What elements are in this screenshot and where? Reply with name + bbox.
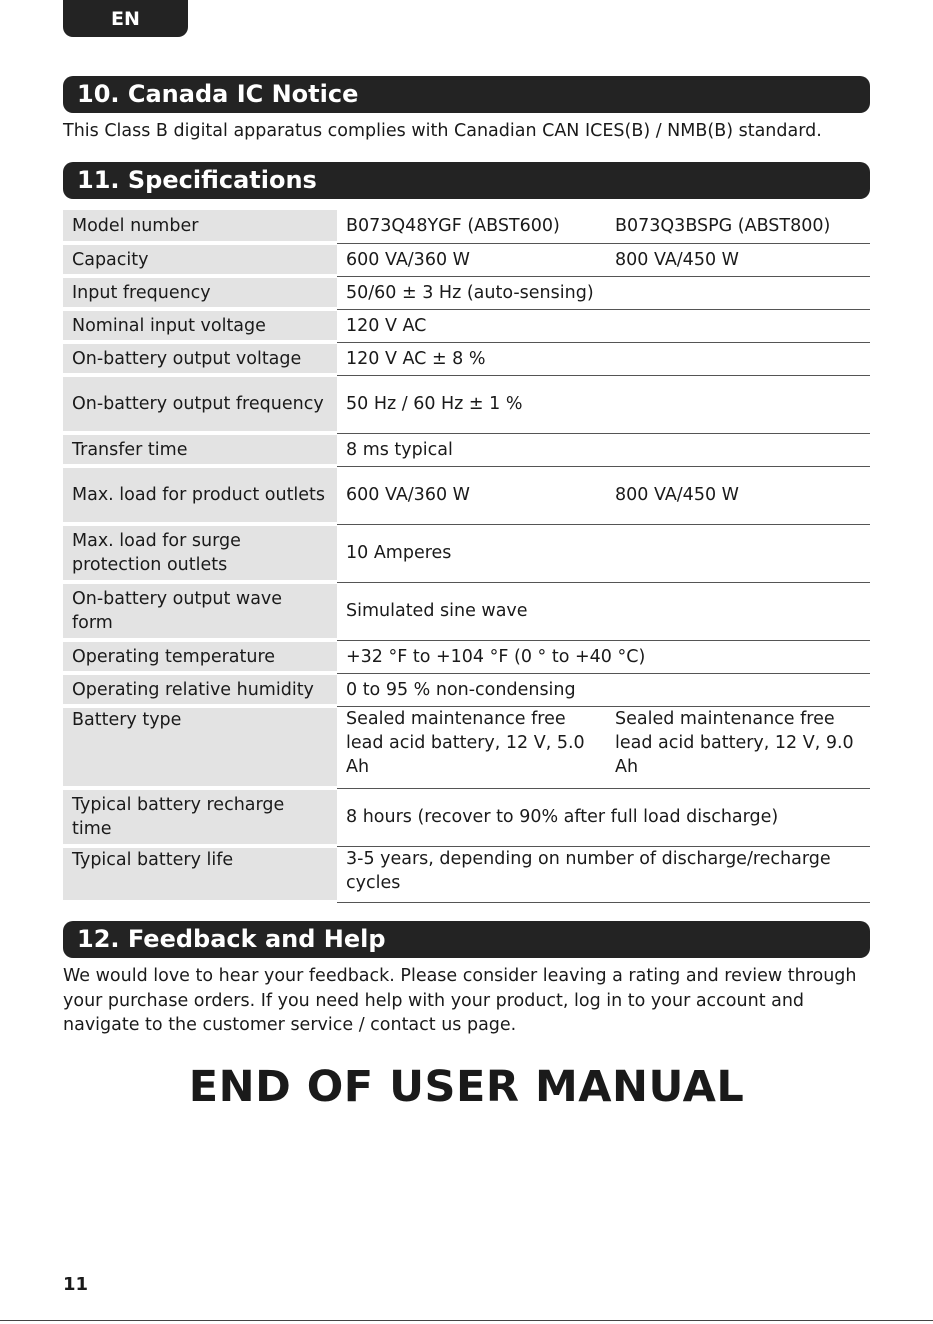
spec-value-abst800: B073Q3BSPG (ABST800) bbox=[606, 210, 870, 243]
spec-value: 50/60 ± 3 Hz (auto-sensing) bbox=[337, 276, 870, 309]
page-number: 11 bbox=[63, 1274, 89, 1295]
spec-row bbox=[63, 673, 870, 706]
section-10-text: This Class B digital apparatus complies with Canadian CAN ICES(B) / NMB(B) standard. bbox=[63, 121, 822, 141]
spec-label: Max. load for product outlets bbox=[63, 466, 337, 524]
spec-value: Simulated sine wave bbox=[337, 582, 870, 640]
end-of-manual-title: END OF USER MANUAL bbox=[188, 1062, 745, 1112]
section-12-text: We would love to hear your feedback. Please consider leaving a rating and review through your purchase orders. If you need help with your product, log in to your account and navigate to the customer service / contact us page. bbox=[63, 966, 857, 1035]
specifications-table bbox=[63, 210, 870, 904]
spec-value-abst600: B073Q48YGF (ABST600) bbox=[337, 210, 606, 243]
spec-label: Nominal input voltage bbox=[63, 309, 337, 342]
spec-row bbox=[63, 706, 870, 788]
spec-label: On-battery output voltage bbox=[63, 342, 337, 375]
spec-label: Typical battery life bbox=[63, 846, 337, 902]
spec-row bbox=[63, 846, 870, 902]
section-10-heading: 10. Canada IC Notice bbox=[63, 76, 870, 113]
spec-row bbox=[63, 375, 870, 433]
spec-label: On-battery output frequency bbox=[63, 375, 337, 433]
section-11-heading: 11. Specifications bbox=[63, 162, 870, 199]
bottom-divider bbox=[0, 1320, 933, 1321]
spec-row bbox=[63, 788, 870, 846]
spec-row bbox=[63, 342, 870, 375]
spec-label: Input frequency bbox=[63, 276, 337, 309]
spec-value-abst800: 800 VA/450 W bbox=[606, 243, 870, 276]
spec-value-abst800: 800 VA/450 W bbox=[606, 466, 870, 524]
spec-row bbox=[63, 466, 870, 524]
spec-value: 10 Amperes bbox=[337, 524, 870, 582]
spec-value: 8 ms typical bbox=[337, 433, 870, 466]
spec-value-abst800: Sealed maintenance free lead acid battery, 12 V, 9.0 Ah bbox=[606, 706, 870, 788]
spec-row bbox=[63, 524, 870, 582]
spec-row bbox=[63, 210, 870, 243]
spec-value-abst600: Sealed maintenance free lead acid battery, 12 V, 5.0 Ah bbox=[337, 706, 606, 788]
spec-row bbox=[63, 309, 870, 342]
spec-value-abst600: 600 VA/360 W bbox=[337, 243, 606, 276]
spec-label: Operating relative humidity bbox=[63, 673, 337, 706]
spec-value: 3-5 years, depending on number of discharge/recharge cycles bbox=[337, 846, 870, 902]
spec-value: 120 V AC ± 8 % bbox=[337, 342, 870, 375]
spec-label: Operating temperature bbox=[63, 640, 337, 673]
language-tab: EN bbox=[63, 0, 188, 37]
spec-value: 50 Hz / 60 Hz ± 1 % bbox=[337, 375, 870, 433]
spec-row bbox=[63, 640, 870, 673]
spec-label: Max. load for surge protection outlets bbox=[63, 524, 337, 582]
spec-value: 120 V AC bbox=[337, 309, 870, 342]
spec-label: Typical battery recharge time bbox=[63, 788, 337, 846]
spec-value: 0 to 95 % non-condensing bbox=[337, 673, 870, 706]
spec-row bbox=[63, 243, 870, 276]
spec-row bbox=[63, 582, 870, 640]
spec-value-abst600: 600 VA/360 W bbox=[337, 466, 606, 524]
spec-value: 8 hours (recover to 90% after full load discharge) bbox=[337, 788, 870, 846]
spec-label: Transfer time bbox=[63, 433, 337, 466]
spec-label: Capacity bbox=[63, 243, 337, 276]
spec-row bbox=[63, 276, 870, 309]
spec-label: Battery type bbox=[63, 706, 337, 788]
spec-label: On-battery output wave form bbox=[63, 582, 337, 640]
spec-value: +32 °F to +104 °F (0 ° to +40 °C) bbox=[337, 640, 870, 673]
spec-label: Model number bbox=[63, 210, 337, 243]
section-12-heading: 12. Feedback and Help bbox=[63, 921, 870, 958]
spec-row bbox=[63, 433, 870, 466]
